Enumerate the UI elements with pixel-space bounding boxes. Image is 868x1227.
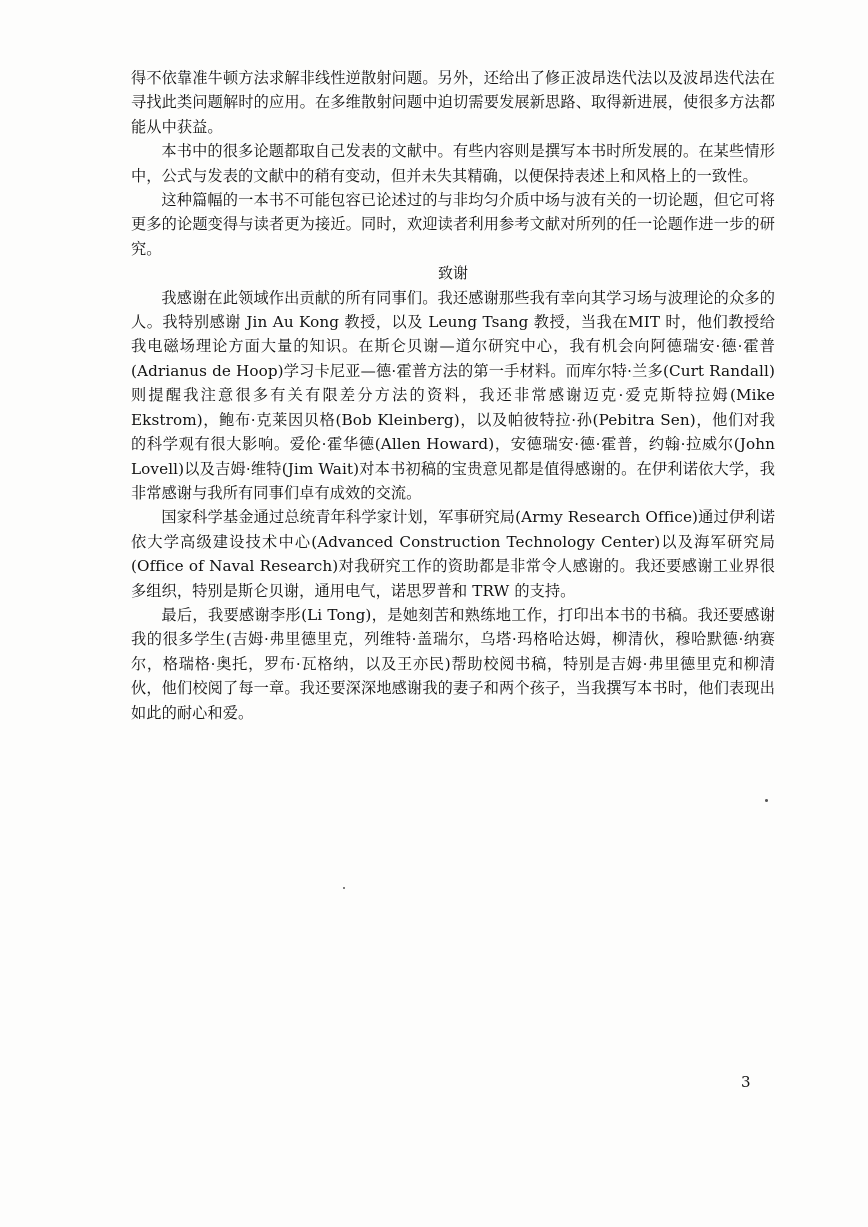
intro-paragraph-sources: 本书中的很多论题都取自己发表的文献中。有些内容则是撰写本书时所发展的。在某些情形中，公式与发表的文献中的稍有变动，但并未失其精确，以便保持表述上和风格上的一致性。 (131, 142, 775, 185)
acknowledgment-paragraph-colleagues: 我感谢在此领域作出贡献的所有同事们。我还感谢那些我有幸向其学习场与波理论的众多的人。我特别感谢 Jin Au Kong 教授，以及 Leung Tsang 教授，当我在MIT 时，他们教授给我电磁场理论方面大量的知识。在斯仑贝谢—道尔研究中心，我有机会向阿德瑞安·德·霍普(Adrianus de Hoop)学习卡尼亚—德·霍普方法的第一手材料。而库尔特·兰多(Curt Randall)则提醒我注意很多有关有限差分方法的资料，我还非常感谢迈克·爱克斯特拉姆(Mike Ekstrom)，鲍布·克莱因贝格(Bob Kleinberg)，以及帕彼特拉·孙(Pebitra Sen)，他们对我的科学观有很大影响。爱伦·霍华德(Allen Howard)，安德瑞安·德·霍普，约翰·拉威尔(John Lovell)以及吉姆·维特(Jim Wait)对本书初稿的宝贵意见都是值得感谢的。在伊利诺依大学，我非常感谢与我所有同事们卓有成效的交流。 (131, 288, 775, 502)
page-number: 3 (741, 1073, 751, 1091)
acknowledgment-paragraph-family: 最后，我要感谢李彤(Li Tong)，是她刻苦和熟练地工作，打印出本书的书稿。我还要感谢我的很多学生(吉姆·弗里德里克，列维特·盖瑞尔，乌塔·玛格哈达姆，柳清伙，穆哈默德·纳赛尔，格瑞格·奥托，罗布·瓦格纳，以及王亦民)帮助校阅书稿，特别是吉姆·弗里德里克和柳清伙，他们校阅了每一章。我还要深深地感谢我的妻子和两个孩子，当我撰写本书时，他们表现出如此的耐心和爱。 (131, 605, 775, 722)
scan-speck (765, 799, 768, 802)
scan-speck (343, 887, 345, 889)
intro-paragraph-scope: 这种篇幅的一本书不可能包容已论述过的与非均匀介质中场与波有关的一切论题，但它可将更多的论题变得与读者更为接近。同时，欢迎读者利用参考文献对所列的任一论题作进一步的研究。 (131, 191, 775, 258)
intro-paragraph-continued: 得不依靠准牛顿方法求解非线性逆散射问题。另外，还给出了修正波昂迭代法以及波昂迭代法在寻找此类问题解时的应用。在多维散射问题中迫切需要发展新思路、取得新进展，使很多方法都能从中获益。 (131, 69, 775, 136)
acknowledgment-paragraph-funding: 国家科学基金通过总统青年科学家计划，军事研究局(Army Research Office)通过伊利诺依大学高级建设技术中心(Advanced Construction Technology Center)以及海军研究局(Office of Naval Research)对我研究工作的资助都是非常令人感谢的。我还要感谢工业界很多组织，特别是斯仑贝谢，通用电气，诺思罗普和 TRW 的支持。 (131, 508, 775, 600)
acknowledgment-heading: 致谢 (437, 264, 468, 283)
page-body (131, 66, 775, 725)
